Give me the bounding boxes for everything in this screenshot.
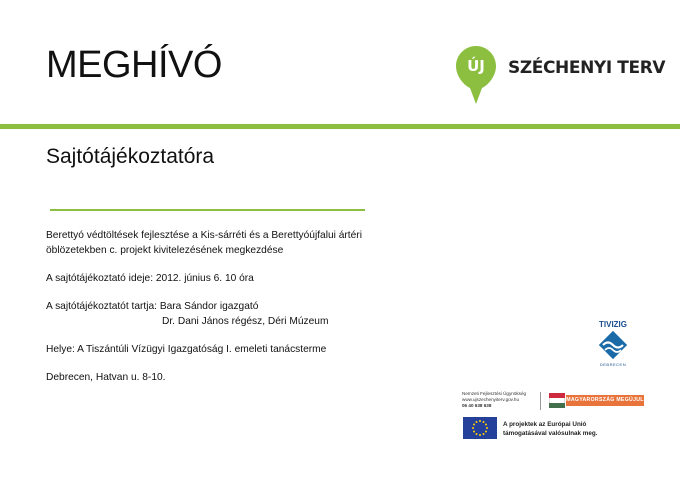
map-pin-icon [456,46,500,104]
header-divider [0,124,680,129]
host-line-2: Dr. Dani János régész, Déri Múzeum [162,316,329,327]
agency-phone: 06 40 638 638 [462,403,492,408]
tivizig-label: TIVIZIG [599,320,627,329]
eu-flag-icon [463,417,497,439]
eu-line-2: támogatásával valósulnak meg. [503,430,598,437]
logo-text: SZÉCHENYI TERV [508,58,666,78]
wave-icon [599,331,627,359]
eu-support-text [503,420,598,438]
hungarian-flag-icon [549,393,565,408]
section-divider [50,209,365,211]
agency-url: www.ujszechenyiterv.gov.hu [462,397,520,402]
agency-name: Nemzeti Fejlesztési Ügynökség [462,391,527,396]
date-line: A sajtótájékoztató ideje: 2012. június 6. 10 óra [46,273,254,284]
project-line-2: öblözetekben c. projekt kivitelezésének megkezdése [46,245,284,256]
logo-badge: ÚJ [467,57,485,75]
host-line-1: A sajtótájékoztatót tartja: Bara Sándor igazgató [46,301,259,312]
eu-line-1: A projektek az Európai Unió [503,421,587,428]
tivizig-sub: DEBRECEN [599,362,627,367]
szechenyi-terv-logo [456,46,666,110]
footer-separator [540,392,541,410]
agency-info [462,391,526,409]
project-line-1: Berettyó védtöltések fejlesztése a Kis-sárréti és a Berettyóújfalui ártéri [46,230,362,241]
venue-line: Helye: A Tiszántúli Vízügyi Igazgatóság I. emeleti tanácsterme [46,344,327,355]
subtitle: Sajtótájékoztatóra [46,145,215,168]
address-line: Debrecen, Hatvan u. 8-10. [46,372,166,383]
page-title: MEGHÍVÓ [46,44,222,86]
hungary-renews-badge: MAGYARORSZÁG MEGÚJUL [566,395,644,406]
